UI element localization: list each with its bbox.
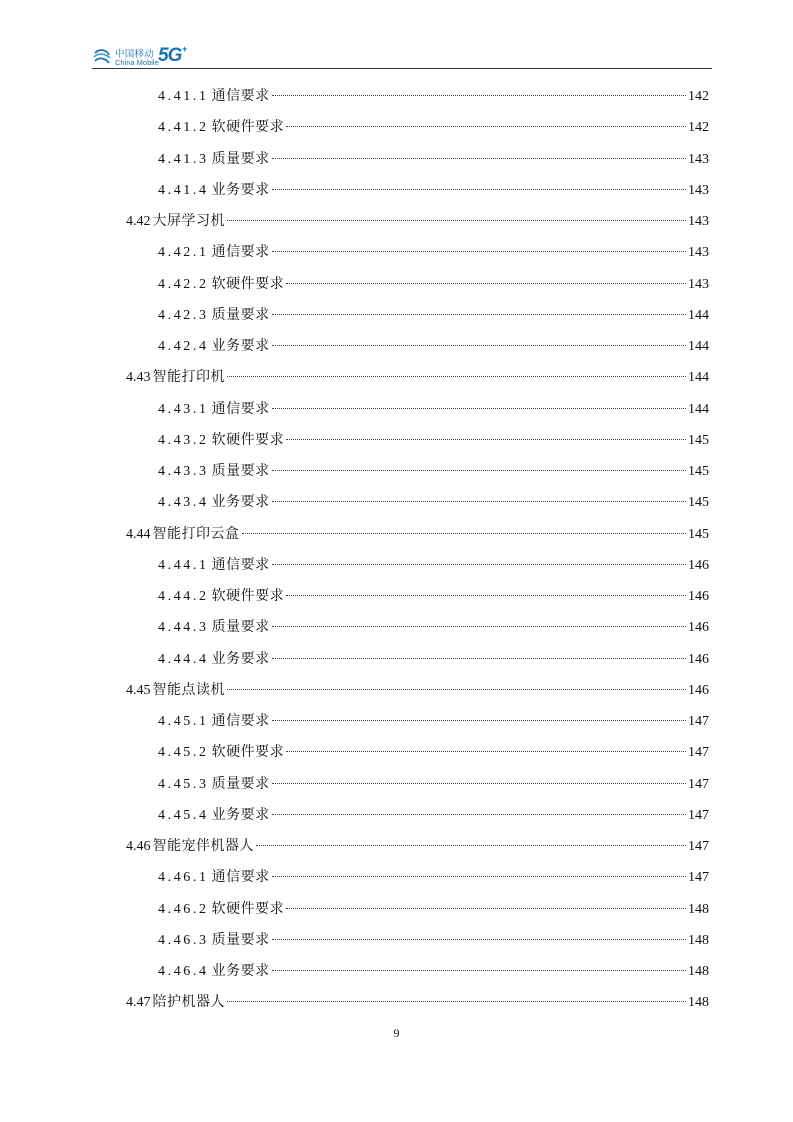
- toc-dot-leader: [272, 625, 686, 627]
- toc-entry-title: 软硬件要求: [211, 900, 285, 917]
- toc-dot-leader: [286, 282, 686, 284]
- toc-entry-page: 146: [688, 651, 709, 667]
- page-header: [92, 40, 712, 70]
- toc-entry-title: 业务要求: [211, 650, 270, 667]
- toc-entry-number: 4.46: [126, 839, 151, 854]
- toc-section-entry[interactable]: [126, 367, 709, 387]
- toc-entry-page: 148: [688, 932, 709, 948]
- toc-entry-page: 144: [688, 401, 709, 417]
- toc-entry-page: 146: [688, 557, 709, 573]
- logo-english-text: China Mobile: [115, 58, 159, 67]
- toc-entry-title: 智能打印云盒: [152, 525, 240, 542]
- toc-entry-title: 业务要求: [211, 806, 270, 823]
- toc-subsection-entry[interactable]: [158, 930, 709, 950]
- toc-entry-title: 通信要求: [211, 869, 270, 886]
- toc-entry-page: 142: [688, 120, 709, 136]
- toc-subsection-entry[interactable]: [158, 805, 709, 825]
- toc-dot-leader: [286, 438, 686, 440]
- toc-entry-page: 143: [688, 214, 709, 229]
- toc-entry-title: 软硬件要求: [211, 744, 285, 761]
- toc-entry-page: 146: [688, 682, 709, 698]
- toc-entry-title: 业务要求: [211, 181, 270, 198]
- toc-dot-leader: [272, 500, 686, 502]
- toc-entry-number: 4.41.2: [158, 120, 209, 136]
- toc-dot-leader: [272, 969, 686, 971]
- toc-entry-number: 4.46.3: [158, 932, 209, 948]
- toc-subsection-entry[interactable]: [158, 867, 709, 887]
- toc-section-entry[interactable]: [126, 524, 709, 544]
- toc-dot-leader: [227, 375, 686, 377]
- toc-subsection-entry[interactable]: [158, 586, 709, 606]
- toc-dot-leader: [272, 94, 686, 96]
- toc-entry-title: 质量要求: [211, 306, 270, 323]
- toc-entry-number: 4.45.4: [158, 807, 209, 823]
- toc-entry-page: 143: [688, 151, 709, 167]
- toc-entry-number: 4.41.4: [158, 182, 209, 198]
- toc-entry-title: 业务要求: [211, 963, 270, 979]
- toc-entry-number: 4.45.3: [158, 776, 209, 792]
- toc-entry-number: 4.44.3: [158, 620, 209, 636]
- toc-entry-number: 4.42.4: [158, 339, 209, 354]
- toc-entry-page: 146: [688, 589, 709, 604]
- china-mobile-logo-icon: [92, 47, 112, 67]
- toc-entry-number: 4.44.4: [158, 651, 209, 667]
- toc-dot-leader: [272, 563, 686, 565]
- toc-entry-title: 软硬件要求: [211, 275, 285, 292]
- toc-entry-number: 4.46.2: [158, 901, 209, 917]
- toc-dot-leader: [272, 938, 686, 940]
- toc-entry-number: 4.45.2: [158, 745, 209, 761]
- toc-entry-title: 软硬件要求: [211, 588, 285, 604]
- toc-entry-title: 陪护机器人: [152, 994, 225, 1011]
- toc-entry-page: 147: [688, 839, 709, 854]
- toc-dot-leader: [286, 907, 686, 909]
- toc-entry-title: 业务要求: [211, 338, 270, 354]
- toc-entry-page: 147: [688, 745, 709, 761]
- toc-subsection-entry[interactable]: [158, 492, 709, 512]
- toc-entry-page: 144: [688, 370, 709, 386]
- toc-entry-page: 145: [688, 495, 709, 511]
- toc-entry-title: 智能宠伴机器人: [152, 838, 254, 854]
- toc-entry-number: 4.45.1: [158, 714, 209, 729]
- logo-5g-text: 5G: [158, 45, 182, 66]
- toc-entry-number: 4.41.3: [158, 151, 209, 167]
- toc-dot-leader: [272, 469, 686, 471]
- toc-entry-title: 通信要求: [211, 556, 270, 573]
- toc-subsection-entry[interactable]: [158, 399, 709, 419]
- toc-section-entry[interactable]: [126, 680, 709, 700]
- toc-subsection-entry[interactable]: [158, 86, 709, 106]
- toc-subsection-entry[interactable]: [158, 336, 709, 356]
- toc-section-entry[interactable]: [126, 992, 709, 1012]
- toc-entry-title: 智能点读机: [152, 681, 225, 698]
- toc-subsection-entry[interactable]: [158, 649, 709, 669]
- toc-entry-page: 147: [688, 776, 709, 792]
- toc-entry-page: 148: [688, 995, 709, 1011]
- page-number: 9: [393, 1026, 400, 1040]
- toc-entry-title: 软硬件要求: [211, 431, 285, 448]
- toc-entry-title: 智能打印机: [152, 369, 225, 386]
- toc-entry-page: 146: [688, 620, 709, 636]
- toc-entry-page: 145: [688, 432, 709, 448]
- toc-entry-number: 4.42.2: [158, 276, 209, 292]
- toc-dot-leader: [242, 532, 687, 534]
- toc-entry-page: 147: [688, 807, 709, 823]
- toc-entry-title: 质量要求: [211, 150, 270, 167]
- toc-entry-number: 4.42.3: [158, 307, 209, 323]
- toc-entry-page: 144: [688, 339, 709, 354]
- toc-dot-leader: [227, 219, 686, 221]
- toc-entry-number: 4.44.2: [158, 589, 209, 604]
- toc-entry-title: 质量要求: [211, 931, 270, 948]
- toc-dot-leader: [272, 813, 686, 815]
- toc-entry-page: 142: [688, 89, 709, 104]
- toc-subsection-entry[interactable]: [158, 149, 709, 169]
- toc-dot-leader: [227, 688, 686, 690]
- toc-entry-title: 通信要求: [211, 244, 270, 261]
- toc-dot-leader: [272, 313, 686, 315]
- toc-entry-number: 4.43: [126, 370, 151, 386]
- toc-entry-title: 软硬件要求: [211, 119, 285, 136]
- toc-entry-page: 143: [688, 245, 709, 261]
- toc-subsection-entry[interactable]: [158, 742, 709, 762]
- toc-dot-leader: [286, 750, 686, 752]
- toc-entry-page: 147: [688, 714, 709, 729]
- toc-entry-title: 质量要求: [211, 775, 270, 792]
- toc-subsection-entry[interactable]: [158, 461, 709, 481]
- toc-subsection-entry[interactable]: [158, 305, 709, 325]
- toc-entry-number: 4.45: [126, 682, 151, 698]
- logo-plus-text: +: [182, 44, 188, 54]
- toc-dot-leader: [272, 782, 686, 784]
- toc-entry-number: 4.44: [126, 526, 151, 542]
- toc-section-entry[interactable]: [126, 836, 709, 856]
- toc-subsection-entry[interactable]: [158, 242, 709, 262]
- toc-entry-title: 业务要求: [211, 494, 270, 511]
- toc-dot-leader: [272, 657, 686, 659]
- toc-dot-leader: [272, 407, 686, 409]
- toc-entry-number: 4.42.1: [158, 245, 209, 261]
- toc-entry-page: 145: [688, 464, 709, 479]
- toc-entry-page: 145: [688, 526, 709, 542]
- toc-entry-number: 4.46.1: [158, 870, 209, 886]
- toc-entry-page: 144: [688, 307, 709, 323]
- china-mobile-logo: [92, 44, 202, 70]
- toc-entry-number: 4.43.3: [158, 464, 209, 479]
- toc-subsection-entry[interactable]: [158, 180, 709, 200]
- logo-chinese-text: 中国移动: [115, 49, 154, 60]
- toc-subsection-entry[interactable]: [158, 430, 709, 450]
- toc-dot-leader: [272, 188, 686, 190]
- toc-entry-page: 148: [688, 964, 709, 979]
- toc-entry-number: 4.44.1: [158, 557, 209, 573]
- toc-dot-leader: [272, 157, 686, 159]
- toc-entry-number: 4.43.2: [158, 432, 209, 448]
- toc-entry-number: 4.47: [126, 995, 151, 1011]
- toc-entry-page: 143: [688, 182, 709, 198]
- toc-entry-title: 通信要求: [211, 400, 270, 417]
- toc-subsection-entry[interactable]: [158, 555, 709, 575]
- toc-subsection-entry[interactable]: [158, 117, 709, 137]
- toc-dot-leader: [227, 1000, 686, 1002]
- toc-entry-page: 147: [688, 870, 709, 886]
- toc-subsection-entry[interactable]: [158, 274, 709, 294]
- toc-entry-title: 质量要求: [211, 619, 270, 636]
- toc-section-entry[interactable]: [126, 211, 709, 231]
- toc-entry-number: 4.42: [126, 214, 151, 229]
- toc-dot-leader: [272, 250, 686, 252]
- toc-entry-number: 4.46.4: [158, 964, 209, 979]
- toc-subsection-entry[interactable]: [158, 617, 709, 637]
- toc-entry-page: 143: [688, 276, 709, 292]
- toc-entry-number: 4.43.4: [158, 495, 209, 511]
- toc-dot-leader: [272, 344, 686, 346]
- toc-dot-leader: [272, 875, 686, 877]
- toc-dot-leader: [256, 844, 686, 846]
- toc-entry-title: 质量要求: [211, 463, 270, 479]
- toc-subsection-entry[interactable]: [158, 899, 709, 919]
- toc-subsection-entry[interactable]: [158, 711, 709, 731]
- toc-dot-leader: [272, 719, 686, 721]
- toc-entry-page: 148: [688, 901, 709, 917]
- toc-subsection-entry[interactable]: [158, 774, 709, 794]
- toc-entry-title: 通信要求: [211, 88, 270, 104]
- toc-dot-leader: [286, 125, 686, 127]
- toc-dot-leader: [286, 594, 686, 596]
- toc-entry-title: 通信要求: [211, 713, 270, 729]
- toc-entry-number: 4.43.1: [158, 401, 209, 417]
- header-divider: [92, 68, 712, 69]
- toc-entry-number: 4.41.1: [158, 89, 209, 104]
- toc-subsection-entry[interactable]: [158, 961, 709, 981]
- toc-entry-title: 大屏学习机: [152, 213, 225, 229]
